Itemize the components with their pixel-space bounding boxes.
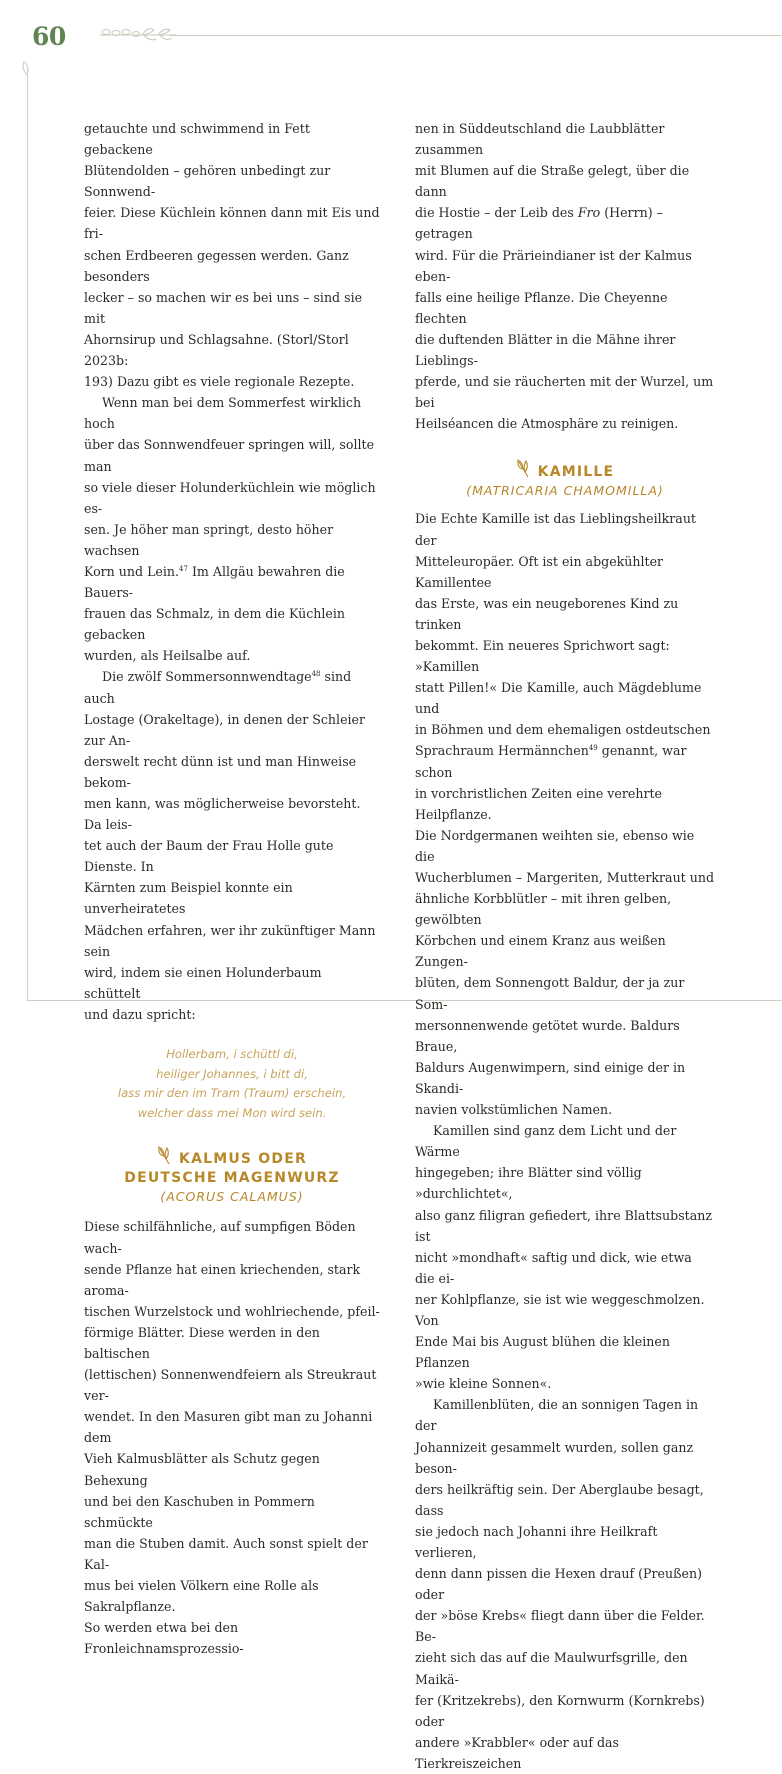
- text-line: Sprachraum Hermännchen: [415, 743, 589, 759]
- text-line: so viele dieser Holunderküchlein wie möglich es-: [84, 479, 376, 516]
- text-line: statt Pillen!« Die Kamille, auch Mägdeblume und: [415, 680, 702, 717]
- text-line: mit Blumen auf die Straße gelegt, über die dann: [415, 163, 690, 200]
- text-line: Diese schilfähnliche, auf sumpfigen Böden wach-: [84, 1219, 356, 1256]
- text-line: Ahornsirup und Schlagsahne. (Storl/Storl 2023b:: [84, 331, 349, 369]
- text-line: andere »Krabbler« oder auf das Tierkreiszeichen: [415, 1734, 620, 1771]
- text-line: Baldurs Augenwimpern, sind einige der in Skandi-: [415, 1059, 686, 1096]
- text-line: bekommt. Ein neueres Sprichwort sagt: »Kamillen: [415, 637, 670, 675]
- text-line: in vorchristlichen Zeiten eine verehrte Heilpflanze.: [415, 785, 662, 822]
- text-line: navien volkstümlichen Namen.: [415, 1102, 613, 1118]
- text-line: ner Kohlpflanze, sie ist wie weggeschmolzen. Von: [415, 1291, 705, 1328]
- page-number: 60: [32, 22, 66, 51]
- text-line: Die Echte Kamille ist das Lieblingsheilkraut der: [415, 511, 696, 548]
- text-line: und bei den Kaschuben in Pommern schmückte: [84, 1493, 315, 1530]
- right-column: [415, 118, 715, 1774]
- section-heading-kalmus: KALMUS ODER DEUTSCHE MAGENWURZ (ACORUS CALAMUS): [84, 1145, 380, 1206]
- text-line: Vieh Kalmusblätter als Schutz gegen Behexung: [84, 1451, 320, 1488]
- text-line: (lettischen) Sonnenwendfeiern als Streukraut ver-: [84, 1367, 377, 1404]
- text-line: denn dann pissen die Hexen drauf (Preußen) oder: [415, 1566, 702, 1603]
- footnote-ref[interactable]: 47: [179, 564, 188, 573]
- footnote-ref[interactable]: 49: [588, 744, 598, 753]
- paragraph: [415, 508, 715, 1120]
- text-line: tet auch der Baum der Frau Holle gute Dienste. In: [84, 838, 334, 875]
- text-line: derswelt recht dünn ist und man Hinweise bekom-: [84, 753, 357, 790]
- text-line: förmige Blätter. Diese werden in den baltischen: [84, 1324, 320, 1361]
- paragraph: [415, 118, 715, 434]
- vine-ornament-icon: [98, 24, 178, 46]
- text-line: wurden, als Heilsalbe auf.: [84, 648, 251, 664]
- text-line: man die Stuben damit. Auch sonst spielt der Kal-: [84, 1535, 368, 1572]
- text-line: fer (Kritzekrebs), den Kornwurm (Kornkrebs) oder: [415, 1692, 705, 1729]
- text-line: sie jedoch nach Johanni ihre Heilkraft verlieren,: [415, 1523, 658, 1560]
- text-line: Die Nordgermanen weihten sie, ebenso wie die: [415, 827, 695, 864]
- text-line: Die zwölf Sommersonnwendtage: [102, 669, 312, 685]
- paragraph: [84, 118, 380, 392]
- footnote-ref[interactable]: 48: [311, 670, 321, 679]
- leaf-sprig-icon: [157, 1145, 171, 1165]
- text-line: sind auch: [84, 669, 352, 706]
- text-line: mersonnenwende getötet wurde. Baldurs Braue,: [415, 1017, 680, 1054]
- leaf-sprig-icon: [516, 458, 530, 478]
- text-line: Körbchen und einem Kranz aus weißen Zungen-: [415, 933, 666, 970]
- text-line: in Böhmen und dem ehemaligen ostdeutschen: [415, 722, 711, 738]
- text-line: tischen Wurzelstock und wohlriechende, pfeil-: [84, 1303, 380, 1319]
- frame-left-line: [27, 70, 28, 1001]
- text-line: über das Sonnwendfeuer springen will, sollte man: [84, 437, 375, 474]
- paragraph: [415, 1120, 715, 1394]
- text-line: nen in Süddeutschland die Laubblätter zusammen: [415, 121, 665, 158]
- text-line: genannt, war schon: [415, 743, 687, 780]
- text-line: mus bei vielen Völkern eine Rolle als Sakralpflanze.: [84, 1578, 319, 1615]
- verse-line: lass mir den im Tram (Traum) erschein,: [117, 1086, 347, 1101]
- text-line: hingegeben; ihre Blätter sind völlig »durchlichtet«,: [415, 1165, 642, 1202]
- paragraph: [84, 666, 380, 1025]
- text-line: Kamillenblüten, die an sonnigen Tagen in der: [415, 1397, 699, 1434]
- text-line: wird. Für die Prärieindianer ist der Kalmus eben-: [415, 247, 692, 284]
- left-column: [84, 118, 380, 1659]
- text-line: 193) Dazu gibt es viele regionale Rezepte.: [84, 374, 355, 390]
- text-line: blüten, dem Sonnengott Baldur, der ja zur Som-: [415, 975, 685, 1012]
- verse-line: Hollerbam, i schüttl di,: [166, 1047, 298, 1062]
- verse-quote: [84, 1045, 380, 1123]
- text-line: Wenn man bei dem Sommerfest wirklich hoch: [84, 395, 362, 432]
- text-line: wird, indem sie einen Holunderbaum schüttelt: [84, 964, 322, 1001]
- text-line: sen. Je höher man springt, desto höher wachsen: [84, 521, 334, 558]
- text-line: der »böse Krebs« fliegt dann über die Felder. Be-: [415, 1608, 705, 1645]
- text-line: ähnliche Korbblütler – mit ihren gelben, gewölbten: [415, 891, 672, 928]
- paragraph: [84, 1216, 380, 1659]
- text-line: Blütendolden – gehören unbedingt zur Sonnwend-: [84, 163, 331, 200]
- paragraph: [415, 1394, 715, 1774]
- text-line: feier. Diese Küchlein können dann mit Eis und fri-: [84, 205, 380, 242]
- text-line: Johannizeit gesammelt wurden, sollen ganz beson-: [415, 1439, 694, 1476]
- text-line: Mitteleuropäer. Oft ist ein abgekühlter Kamillentee: [415, 553, 664, 590]
- text-line: getauchte und schwimmend in Fett gebackene: [84, 121, 310, 158]
- verse-line: welcher dass mei Mon wird sein.: [137, 1105, 327, 1120]
- text-line: (Herrn) – getragen: [415, 205, 663, 242]
- text-line: wendet. In den Masuren gibt man zu Johanni dem: [84, 1409, 373, 1446]
- text-line: So werden etwa bei den Fronleichnamsprozessio-: [84, 1620, 244, 1657]
- text-line: Kamillen sind ganz dem Licht und der Wärme: [415, 1123, 677, 1160]
- paragraph: [84, 392, 380, 666]
- text-line: »wie kleine Sonnen«.: [415, 1376, 552, 1392]
- text-line: die Hostie – der Leib des: [415, 205, 578, 221]
- text-line: schen Erdbeeren gegessen werden. Ganz besonders: [84, 247, 349, 284]
- text-line: lecker – so machen wir es bei uns – sind sie mit: [84, 289, 363, 326]
- text-line: sende Pflanze hat einen kriechenden, stark aroma-: [84, 1261, 361, 1298]
- text-line: und dazu spricht:: [84, 1006, 196, 1022]
- text-line: ders heilkräftig sein. Der Aberglaube besagt, dass: [415, 1481, 704, 1518]
- text-line: Im Allgäu bewahren die Bauers-: [84, 563, 345, 601]
- text-line: zieht sich das auf die Maulwurfsgrille, den Maikä-: [415, 1650, 688, 1687]
- text-line: frauen das Schmalz, in dem die Küchlein gebacken: [84, 606, 345, 643]
- text-line: men kann, was möglicherweise bevorsteht. Da leis-: [84, 796, 361, 833]
- text-line: das Erste, was ein neugeborenes Kind zu trinken: [415, 595, 679, 632]
- text-line: Kärnten zum Beispiel konnte ein unverheiratetes: [84, 880, 293, 917]
- text-line: also ganz filigran gefiedert, ihre Blattsubstanz ist: [415, 1207, 712, 1244]
- text-line: Ende Mai bis August blühen die kleinen Pflanzen: [415, 1334, 670, 1371]
- section-heading-kamille: KAMILLE (MATRICARIA CHAMOMILLA): [415, 458, 715, 500]
- text-line: Lostage (Orakeltage), in denen der Schleier zur An-: [84, 711, 366, 748]
- verse-line: heiliger Johannes, i bitt di,: [156, 1066, 308, 1081]
- text-line: Fro: [577, 205, 601, 221]
- text-line: pferde, und sie räucherten mit der Wurzel, um bei: [415, 374, 714, 411]
- text-line: Mädchen erfahren, wer ihr zukünftiger Mann sein: [84, 922, 376, 959]
- text-line: Wucherblumen – Margeriten, Mutterkraut und: [415, 870, 715, 885]
- text-line: die duftenden Blätter in die Mähne ihrer Lieblings-: [415, 331, 676, 369]
- text-line: falls eine heilige Pflanze. Die Cheyenne flechten: [415, 289, 668, 326]
- text-line: Heilséancen die Atmosphäre zu reinigen.: [415, 416, 679, 432]
- text-line: Korn und Lein.: [84, 563, 180, 579]
- text-line: nicht »mondhaft« saftig und dick, wie etwa die ei-: [415, 1249, 692, 1286]
- frame-top-line: [170, 35, 782, 36]
